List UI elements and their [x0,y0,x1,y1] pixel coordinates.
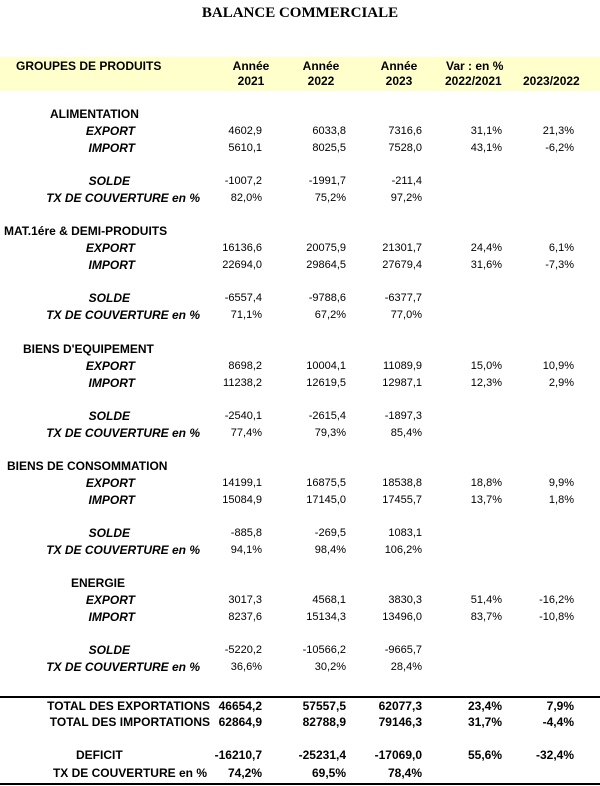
value-2022: 29864,5 [306,259,346,271]
var-2022-2021: 18,8% [470,477,502,489]
value-2023: 12987,1 [382,377,422,389]
value-2022: 8025,5 [312,142,346,154]
value-2021: 74,2% [227,766,262,780]
group-name: BIENS D'EQUIPEMENT [23,342,154,356]
variation-2023-2022-header: 2023/2022 [523,74,580,88]
value-2023: 7528,0 [388,142,422,154]
total-coverage-row [0,766,600,781]
coverage-label: TX DE COUVERTURE en % [46,308,200,322]
import-row [0,610,600,625]
value-2023: 13496,0 [382,611,422,623]
var-2022-2021: 51,4% [470,594,502,606]
value-2021: 11238,2 [223,377,262,389]
value-2021: 22694,0 [222,259,262,271]
value-2023: 106,2% [384,544,422,556]
deficit-row [0,748,600,763]
value-2023: 62077,3 [378,699,422,713]
var-2022-2021: 31,7% [467,715,502,729]
value-2021: 94,1% [230,544,262,556]
coverage-label: TX DE COUVERTURE en % [46,426,200,440]
value-2021: 15084,9 [222,494,262,506]
total-exports-row [0,699,600,714]
import-row [0,141,600,156]
solde-row [0,409,600,424]
value-2023: 3830,3 [388,594,422,606]
value-2021: 71,1% [230,309,262,321]
var-2023-2022: -7,3% [545,259,574,271]
value-2022: 15134,3 [306,611,346,623]
value-2022: 12619,5 [306,377,346,389]
value-2021: -16210,7 [214,748,262,762]
total-imports-row [0,715,600,730]
value-2022: 4568,1 [312,594,346,606]
import-label: IMPORT [88,376,135,390]
value-2022: 79,3% [314,427,346,439]
group-heading [0,342,600,357]
year-2023-value: 2023 [385,74,413,88]
value-2022: 82788,9 [302,715,346,729]
import-row [0,493,600,508]
value-2021: 16136,6 [222,242,262,254]
var-2022-2021: 43,1% [470,142,502,154]
value-2022: 57557,5 [302,699,346,713]
coverage-row [0,191,600,206]
variation-2022-2021-header: 2022/2021 [445,74,502,88]
value-2021: -2540,1 [224,410,262,422]
value-2023: 79146,3 [378,715,422,729]
total-imports-label: TOTAL DES IMPORTATIONS [49,715,210,729]
value-2021: 5610,1 [228,142,262,154]
var-2022-2021: 55,6% [467,748,502,762]
value-2021: -6557,4 [224,292,262,304]
value-2023: -6377,7 [384,292,422,304]
value-2021: 8237,6 [228,611,262,623]
value-2022: -1991,7 [308,175,346,187]
var-2022-2021: 13,7% [470,494,502,506]
export-label: EXPORT [85,476,135,490]
var-2023-2022: -32,4% [535,748,574,762]
import-row [0,376,600,391]
var-2022-2021: 12,3% [470,377,502,389]
export-row [0,124,600,139]
coverage-label: TX DE COUVERTURE en % [46,660,200,674]
import-label: IMPORT [88,141,135,155]
value-2023: 21301,7 [382,242,422,254]
group-heading [0,576,600,591]
value-2021: 3017,3 [228,594,262,606]
export-label: EXPORT [85,593,135,607]
value-2023: 1083,1 [388,527,422,539]
var-2022-2021: 15,0% [470,360,502,372]
var-2023-2022: 6,1% [548,242,574,254]
total-coverage-label: TX DE COUVERTURE en % [52,766,207,780]
value-2023: -211,4 [391,175,422,187]
export-row [0,593,600,608]
value-2021: 77,4% [230,427,262,439]
group-name: BIENS DE CONSOMMATION [7,459,168,473]
value-2022: -269,5 [314,527,346,539]
value-2022: 69,5% [311,766,346,780]
group-heading [0,107,600,122]
coverage-label: TX DE COUVERTURE en % [46,191,200,205]
solde-row [0,643,600,658]
var-2023-2022: 21,3% [542,125,574,137]
export-label: EXPORT [85,359,135,373]
var-2023-2022: 1,8% [548,494,574,506]
solde-label: SOLDE [88,174,130,188]
year-2022-value: 2022 [307,74,335,88]
value-2022: 6033,8 [312,125,346,137]
value-2023: -1897,3 [384,410,422,422]
import-label: IMPORT [88,610,135,624]
value-2023: 11089,9 [383,360,422,372]
var-2023-2022: 10,9% [542,360,574,372]
value-2023: 18538,8 [382,477,422,489]
value-2023: 27679,4 [382,259,422,271]
table-header [0,57,600,91]
value-2023: 97,2% [390,192,422,204]
export-label: EXPORT [85,124,135,138]
import-label: IMPORT [88,493,135,507]
coverage-row [0,308,600,323]
value-2021: 4602,9 [228,125,262,137]
year-2022-label: Année [302,59,340,73]
value-2023: -9665,7 [384,644,422,656]
totals-divider [0,696,600,698]
value-2021: 14199,1 [222,477,262,489]
variation-title: Var : en % [446,59,504,73]
group-heading [0,224,600,239]
coverage-label: TX DE COUVERTURE en % [46,543,200,557]
var-2023-2022: 9,9% [548,477,574,489]
group-column-header: GROUPES DE PRODUITS [16,59,162,73]
import-row [0,258,600,273]
value-2021: 62864,9 [218,715,262,729]
value-2021: -885,8 [230,527,262,539]
var-2022-2021: 31,6% [470,259,502,271]
var-2022-2021: 83,7% [470,611,502,623]
value-2022: 75,2% [314,192,346,204]
value-2023: 78,4% [387,766,422,780]
var-2022-2021: 31,1% [470,125,502,137]
group-name: ALIMENTATION [50,107,139,121]
bottom-divider [0,783,600,785]
solde-label: SOLDE [88,291,130,305]
value-2022: 10004,1 [306,360,346,372]
value-2022: 30,2% [314,661,346,673]
value-2021: -1007,2 [224,175,262,187]
var-2022-2021: 24,4% [470,242,502,254]
group-name: ENERGIE [71,576,126,590]
year-2023-label: Année [380,59,418,73]
value-2023: 28,4% [390,661,422,673]
value-2023: -17069,0 [374,748,422,762]
value-2021: 46654,2 [218,699,262,713]
export-row [0,359,600,374]
value-2022: 17145,0 [306,494,346,506]
value-2022: -2615,4 [308,410,346,422]
value-2022: 67,2% [314,309,346,321]
page-title: BALANCE COMMERCIALE [201,5,399,21]
group-heading [0,459,600,474]
year-2021-label: Année [232,59,270,73]
var-2023-2022: -10,8% [539,611,574,623]
var-2023-2022: 2,9% [548,377,574,389]
value-2022: 20075,9 [306,242,346,254]
var-2023-2022: -16,2% [539,594,574,606]
value-2021: -5220,2 [224,644,262,656]
var-2023-2022: -4,4% [542,715,574,729]
solde-label: SOLDE [88,643,130,657]
value-2021: 82,0% [230,192,262,204]
total-exports-label: TOTAL DES EXPORTATIONS [47,699,210,713]
value-2022: -10566,2 [302,644,346,656]
export-label: EXPORT [85,241,135,255]
solde-row [0,526,600,541]
year-2021-value: 2021 [237,74,265,88]
value-2023: 7316,6 [388,125,422,137]
export-row [0,476,600,491]
solde-label: SOLDE [88,409,130,423]
coverage-row [0,543,600,558]
import-label: IMPORT [88,258,135,272]
group-name: MAT.1ére & DEMI-PRODUITS [4,224,168,238]
coverage-row [0,660,600,675]
deficit-label: DEFICIT [76,748,123,762]
value-2021: 36,6% [230,661,262,673]
value-2022: 16875,5 [306,477,346,489]
solde-row [0,174,600,189]
export-row [0,241,600,256]
value-2021: 8698,2 [228,360,262,372]
value-2023: 85,4% [390,427,422,439]
var-2022-2021: 23,4% [467,699,502,713]
var-2023-2022: 7,9% [546,699,574,713]
value-2022: -25231,4 [298,748,346,762]
value-2023: 17455,7 [382,494,422,506]
value-2023: 77,0% [390,309,422,321]
coverage-row [0,426,600,441]
value-2022: -9788,6 [308,292,346,304]
solde-label: SOLDE [88,526,130,540]
value-2022: 98,4% [314,544,346,556]
solde-row [0,291,600,306]
var-2023-2022: -6,2% [545,142,574,154]
